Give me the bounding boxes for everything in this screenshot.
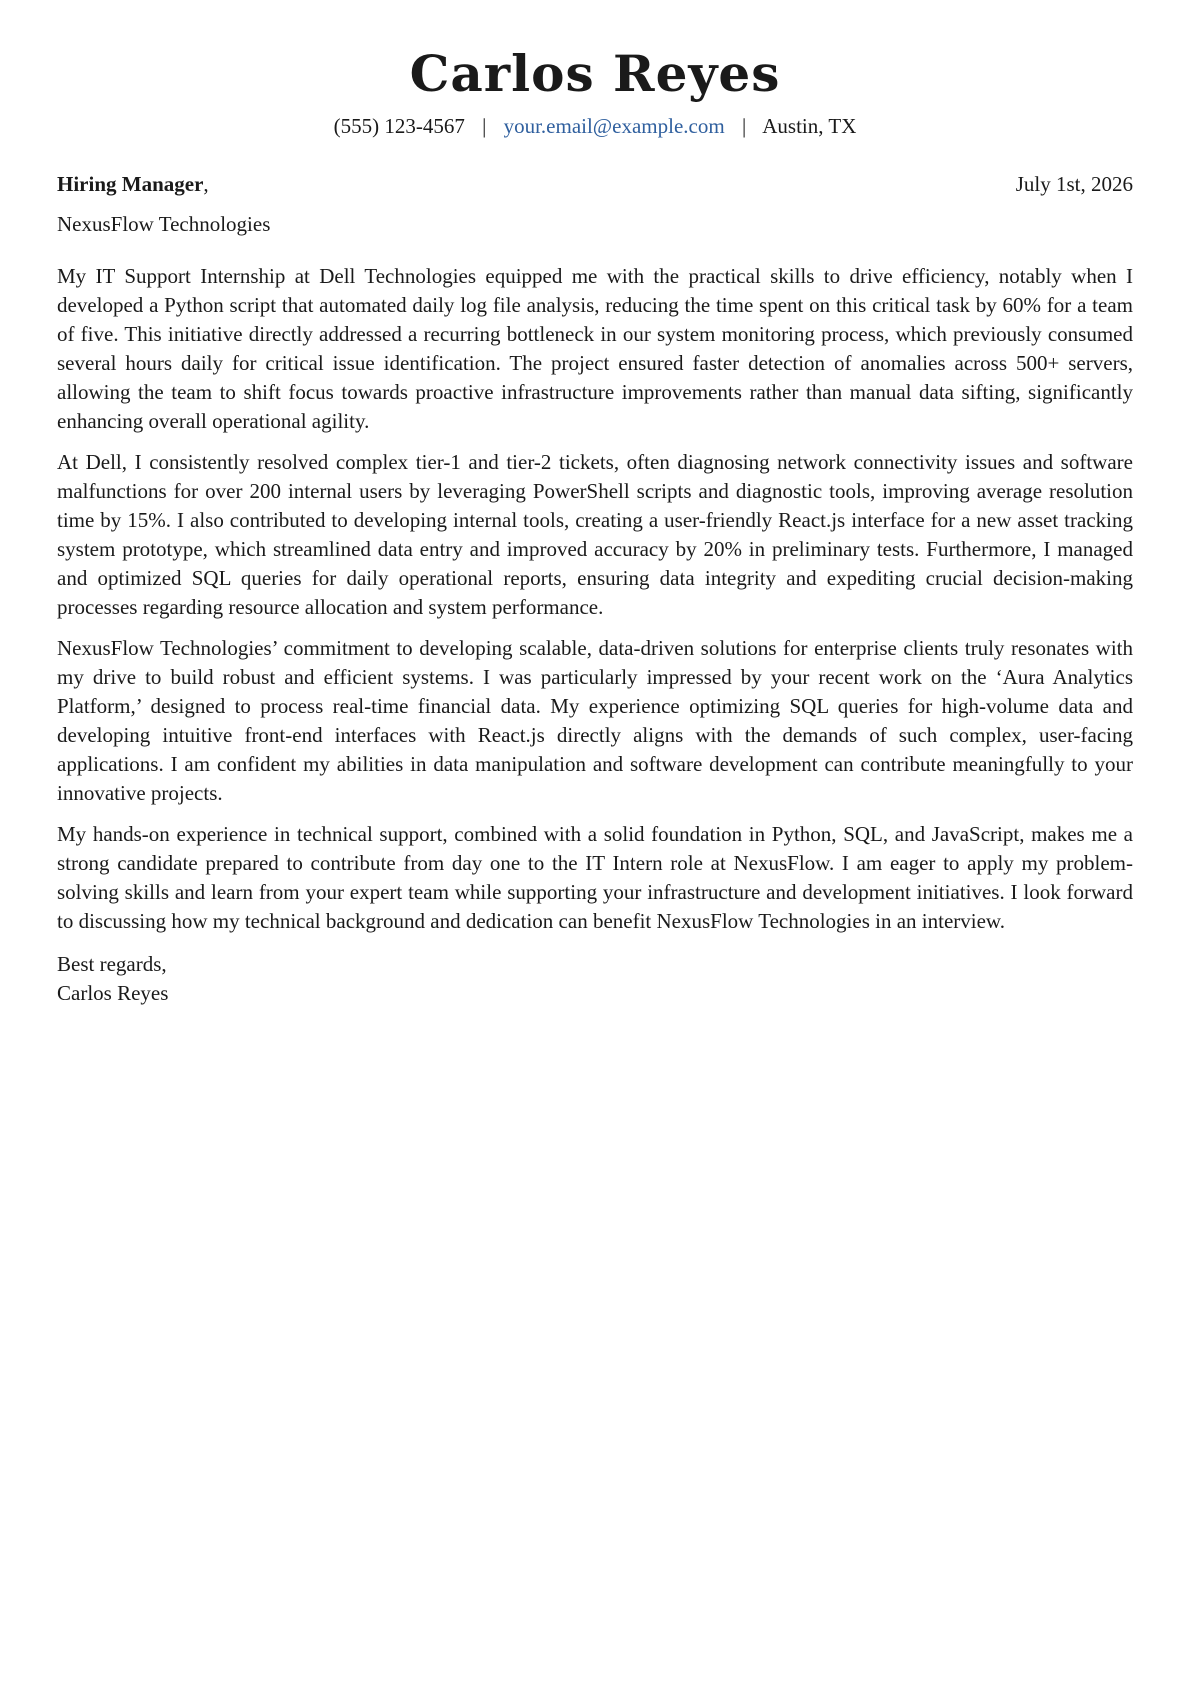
email-link[interactable]: your.email@example.com bbox=[503, 114, 725, 138]
contact-line bbox=[57, 112, 1133, 140]
body-paragraph: At Dell, I consistently resolved complex tier-1 and tier-2 tickets, often diagnosing network connectivity issues and software malfunctions for over 200 internal users by leveraging PowerShell scripts and diagnostic tools, improving average resolution time by 15%. I also contributed to developing internal tools, creating a user-friendly React.js interface for a new asset tracking system prototype, which streamlined data entry and improved accuracy by 20% in preliminary tests. Furthermore, I managed and optimized SQL queries for daily operational reports, ensuring data integrity and expediting crucial decision-making processes regarding resource allocation and system performance. bbox=[57, 450, 1133, 619]
body-paragraph: My IT Support Internship at Dell Technologies equipped me with the practical skills to drive efficiency, notably when I developed a Python script that automated daily log file analysis, reducing the time spent on this critical task by 60% for a team of five. This initiative directly addressed a recurring bottleneck in our system monitoring process, which previously consumed several hours daily for critical issue identification. The project ensured faster detection of anomalies across 500+ servers, allowing the team to shift focus towards proactive infrastructure improvements rather than manual data sifting, significantly enhancing overall operational agility. bbox=[57, 264, 1133, 433]
salutation-row bbox=[57, 170, 1133, 198]
salutation bbox=[57, 170, 209, 198]
letter-closing bbox=[57, 950, 1133, 1008]
recipient-name: Hiring Manager bbox=[57, 172, 204, 196]
phone-number: (555) 123-4567 bbox=[333, 114, 465, 138]
location: Austin, TX bbox=[762, 114, 857, 138]
contact-separator: | bbox=[741, 114, 747, 138]
body-paragraph: My hands-on experience in technical support, combined with a solid foundation in Python, SQL, and JavaScript, makes me a strong candidate prepared to contribute from day one to the IT Intern role at NexusFlow. I am eager to apply my problem-solving skills and learn from your expert team while supporting your infrastructure and development initiatives. I look forward to discussing how my technical background and dedication can benefit NexusFlow Technologies in an interview. bbox=[57, 822, 1133, 933]
letter-body bbox=[57, 262, 1133, 936]
recipient-suffix: , bbox=[203, 172, 209, 196]
closing-phrase: Best regards, bbox=[57, 952, 167, 976]
applicant-name: Carlos Reyes bbox=[409, 44, 781, 103]
letter-header bbox=[57, 0, 1133, 140]
body-paragraph: NexusFlow Technologies’ commitment to developing scalable, data-driven solutions for enterprise clients truly resonates with my drive to build robust and efficient systems. I was particularly impressed by your recent work on the ‘Aura Analytics Platform,’ designed to process real-time financial data. My experience optimizing SQL queries for high-volume data and developing intuitive front-end interfaces with React.js directly aligns with the demands of such complex, user-facing applications. I am confident my abilities in data manipulation and software development can contribute meaningfully to your innovative projects. bbox=[57, 636, 1133, 805]
contact-separator: | bbox=[482, 114, 487, 138]
recipient-company: NexusFlow Technologies bbox=[57, 212, 271, 236]
letter-date: July 1st, 2026 bbox=[1015, 172, 1133, 196]
signature-name: Carlos Reyes bbox=[57, 981, 169, 1005]
